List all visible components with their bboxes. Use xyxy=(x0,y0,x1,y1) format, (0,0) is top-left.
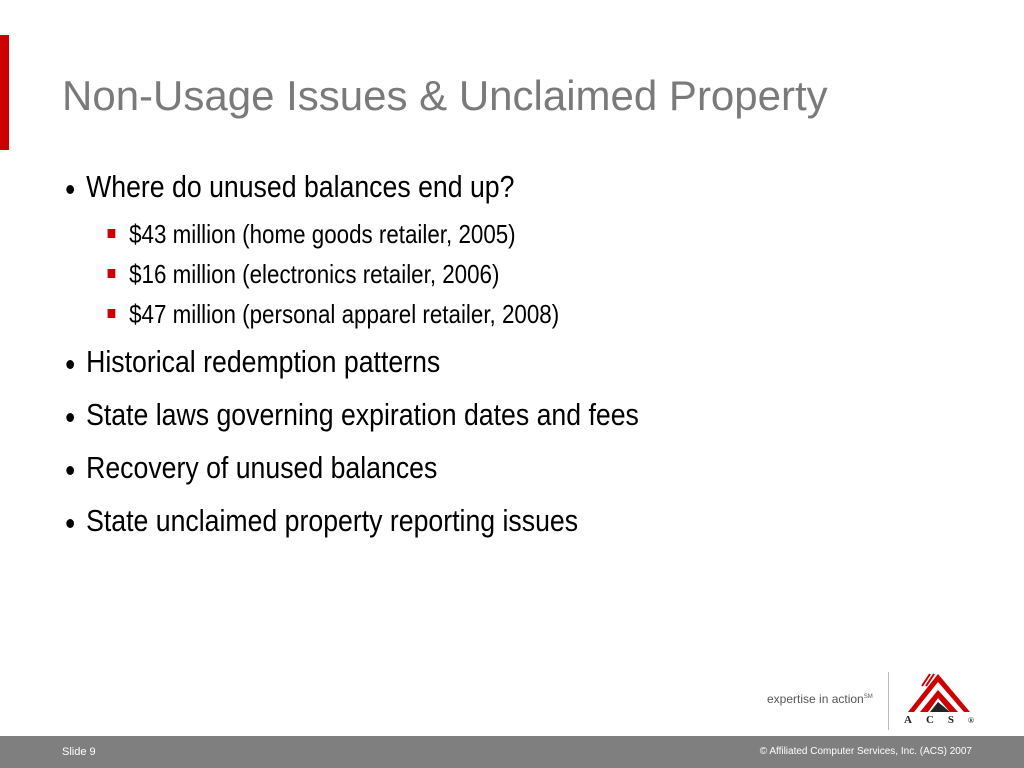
bullet-item xyxy=(62,165,836,209)
bullet-item xyxy=(62,446,836,490)
brand-tagline: expertise in action℠ xyxy=(767,692,873,706)
slide-title: Non-Usage Issues & Unclaimed Property xyxy=(62,72,828,119)
logo-divider xyxy=(888,672,889,730)
copyright-notice: © Affiliated Computer Services, Inc. (ACS) 2007 xyxy=(759,746,972,757)
service-mark: SM xyxy=(863,694,873,700)
sub-bullet-item xyxy=(62,254,836,294)
acs-logo-text: ACS® xyxy=(904,714,974,726)
sub-bullet-item xyxy=(62,294,836,334)
bullet-text: State unclaimed property reporting issues xyxy=(86,503,579,538)
registered-mark: ® xyxy=(968,716,974,725)
bullet-list xyxy=(62,165,962,552)
acs-logo-icon xyxy=(900,672,980,712)
square-bullet-icon xyxy=(108,229,116,238)
bullet-dot-icon xyxy=(66,360,74,369)
sub-bullet-text: $47 million (personal apparel retailer, 2008) xyxy=(129,299,560,329)
bullet-text: State laws governing expiration dates and fees xyxy=(86,397,639,432)
bullet-item xyxy=(62,499,836,543)
sub-bullet-text: $43 million (home goods retailer, 2005) xyxy=(129,219,516,249)
square-bullet-icon xyxy=(108,309,116,318)
slide-number: Slide 9 xyxy=(62,746,96,758)
bullet-text: Historical redemption patterns xyxy=(86,344,441,379)
sub-bullet-list xyxy=(62,214,962,334)
bullet-item xyxy=(62,393,836,437)
bullet-item xyxy=(62,340,836,384)
bullet-dot-icon xyxy=(66,413,74,422)
bullet-dot-icon xyxy=(66,185,74,194)
title-accent-bar xyxy=(0,35,9,150)
sub-bullet-text: $16 million (electronics retailer, 2006) xyxy=(129,259,500,289)
bullet-text: Recovery of unused balances xyxy=(86,450,438,485)
bullet-dot-icon xyxy=(66,519,74,528)
square-bullet-icon xyxy=(108,269,116,278)
brand-logo-area xyxy=(760,670,990,732)
bullet-dot-icon xyxy=(66,466,74,475)
sub-bullet-item xyxy=(62,214,836,254)
footer-bar xyxy=(0,736,1024,768)
bullet-text: Where do unused balances end up? xyxy=(86,169,515,204)
